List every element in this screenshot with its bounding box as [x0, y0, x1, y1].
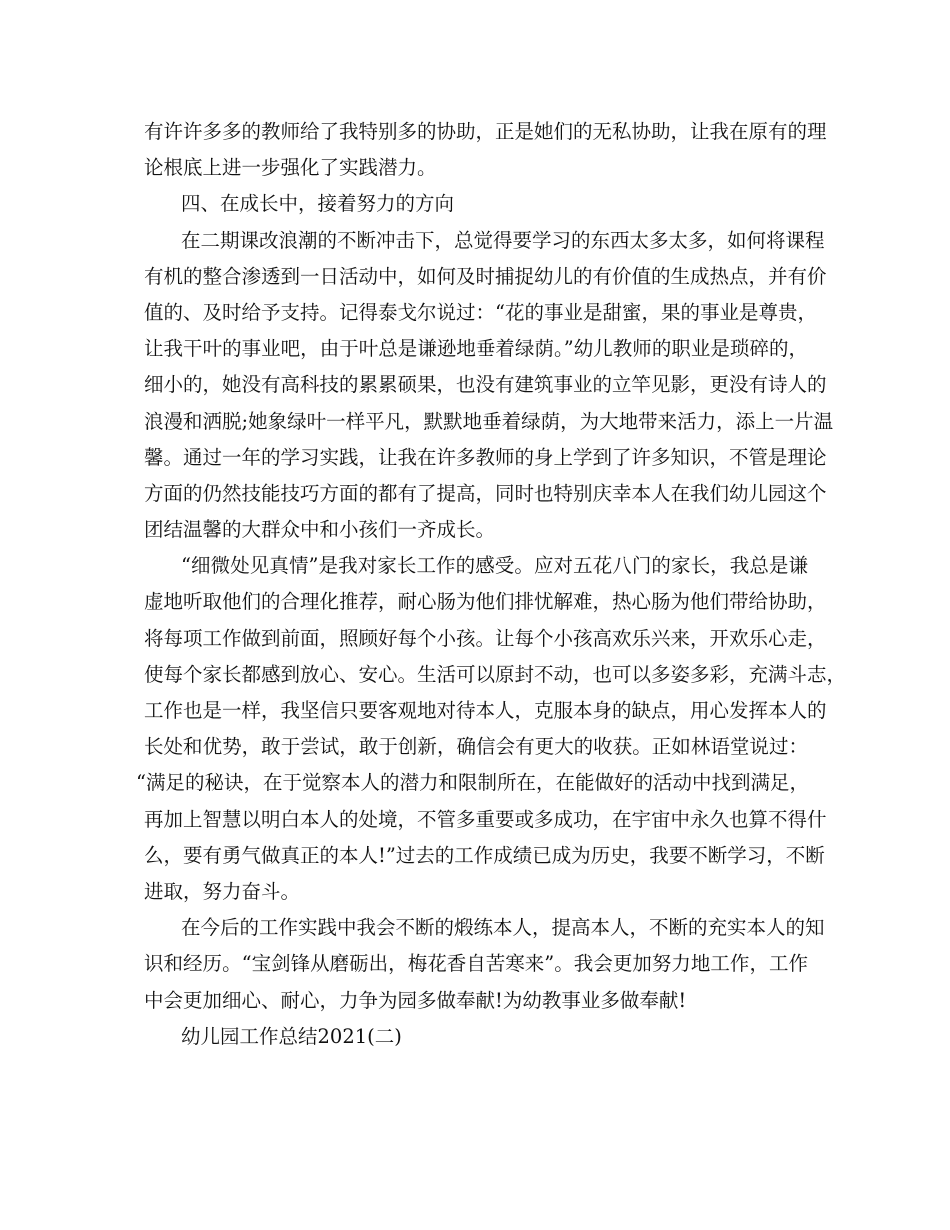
text-line: 中会更加细心、耐心，力争为园多做奉献!为幼教事业多做奉献!: [144, 988, 687, 1012]
document-body: [136, 114, 847, 1055]
text-line: 方面的仍然技能技巧方面的都有了提高，同时也特别庆幸本人在我们幼儿园这个: [144, 481, 827, 505]
text-line: 么，要有勇气做真正的本人!”过去的工作成绩已成为历史，我要不断学习，不断: [144, 843, 825, 867]
text-line: 将每项工作做到前面，照顾好每个小孩。让每个小孩高欢乐兴来，开欢乐心走，: [144, 626, 827, 650]
text-line: 馨。通过一年的学习实践，让我在许多教师的身上学到了许多知识，不管是理论: [144, 445, 827, 469]
text-line: 让我干叶的事业吧，由于叶总是谦逊地垂着绿荫。”幼儿教师的职业是琐碎的，: [144, 337, 808, 361]
text-line: 在今后的工作实践中我会不断的煅练本人，提高本人，不断的充实本人的知: [181, 916, 825, 940]
text-line: 在二期课改浪潮的不断冲击下，总觉得要学习的东西太多太多，如何将课程: [181, 228, 825, 252]
text-line: 团结温馨的大群众中和小孩们一齐成长。: [144, 518, 496, 542]
text-line: 论根底上进一步强化了实践潜力。: [144, 156, 437, 180]
text-line: 有许许多多的教师给了我特别多的协助，正是她们的无私协助，让我在原有的理: [144, 120, 827, 143]
text-line: 使每个家长都感到放心、安心。生活可以原封不动，也可以多姿多彩，充满斗志，: [144, 662, 847, 686]
text-line: 工作也是一样，我坚信只要客观地对待本人，克服本身的缺点，用心发挥本人的: [144, 699, 827, 722]
text-line: 长处和优势，敢于尝试，敢于创新，确信会有更大的收获。正如林语堂说过：: [144, 735, 808, 759]
text-line: 进取，努力奋斗。: [144, 879, 301, 903]
text-line: 有机的整合渗透到一日活动中，如何及时捕捉幼儿的有价值的生成热点，并有价: [144, 264, 827, 288]
text-line: “细微处见真情”是我对家长工作的感受。应对五花八门的家长，我总是谦: [181, 554, 808, 578]
section-heading: 四、在成长中，接着努力的方向: [181, 192, 455, 216]
text-line: “满足的秘诀，在于觉察本人的潜力和限制所在，在能做好的活动中找到满足，: [136, 771, 809, 795]
text-line: 值的、及时给予支持。记得泰戈尔说过：“花的事业是甜蜜，果的事业是尊贵，: [144, 300, 817, 324]
text-line: 再加上智慧以明白本人的处境，不管多重要或多成功，在宇宙中永久也算不得什: [144, 807, 827, 831]
text-line: 浪漫和洒脱;她象绿叶一样平凡，默默地垂着绿荫，为大地带来活力，添上一片温: [144, 409, 834, 433]
section-heading: 幼儿园工作总结2021(二): [181, 1024, 402, 1048]
text-line: 识和经历。“宝剑锋从磨砺出，梅花香自苦寒来”。我会更加努力地工作，工作: [144, 952, 808, 976]
text-line: 细小的，她没有高科技的累累硕果，也没有建筑事业的立竿见影，更没有诗人的: [144, 373, 827, 397]
text-line: 虚地听取他们的合理化推荐，耐心肠为他们排忧解难，热心肠为他们带给协助，: [144, 590, 827, 614]
